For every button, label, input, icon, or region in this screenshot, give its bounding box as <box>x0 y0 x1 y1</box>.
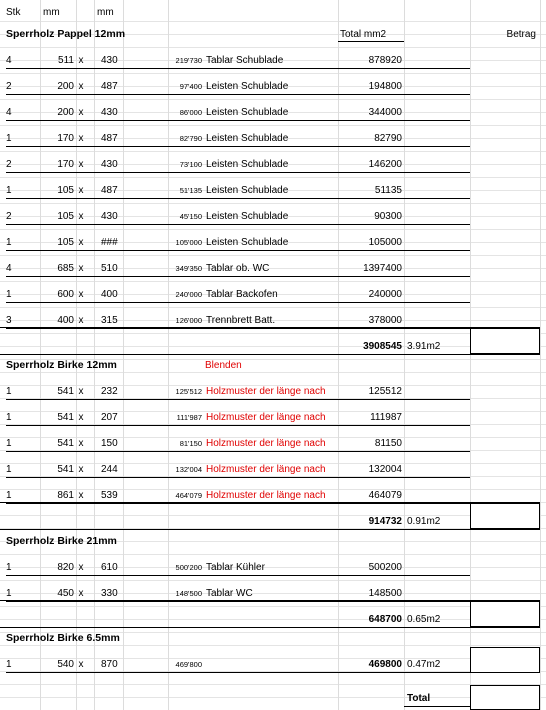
row-underline <box>6 276 470 277</box>
times-cell: x <box>78 107 84 118</box>
grand-total-underline <box>404 706 470 707</box>
qty-cell[interactable]: 2 <box>6 81 12 92</box>
qty-cell[interactable]: 1 <box>6 412 12 423</box>
area-m2-cell: 0.47m2 <box>407 659 441 670</box>
width-cell[interactable]: 105 <box>57 237 74 248</box>
grid-row-line <box>0 99 546 100</box>
area-calc-cell: 111'987 <box>176 413 202 422</box>
times-cell: x <box>78 237 84 248</box>
description-cell[interactable]: Tablar Kühler <box>206 562 265 573</box>
grid-row-line <box>0 21 546 22</box>
description-cell[interactable]: Leisten Schublade <box>206 185 289 196</box>
row-underline <box>6 399 470 400</box>
grid-column-line <box>94 0 95 710</box>
width-cell[interactable]: 200 <box>57 107 74 118</box>
section-area-m2: 3.91m2 <box>407 341 441 352</box>
qty-cell[interactable]: 1 <box>6 289 12 300</box>
qty-cell[interactable]: 1 <box>6 588 12 599</box>
grid-row-line <box>0 73 546 74</box>
length-cell[interactable]: 330 <box>101 588 118 599</box>
row-underline <box>6 224 470 225</box>
area-calc-cell: 126'000 <box>175 316 202 325</box>
length-cell[interactable]: 400 <box>101 289 118 300</box>
section-title: Sperrholz Birke 6.5mm <box>6 632 120 644</box>
row-underline <box>6 601 470 602</box>
area-calc-cell: 82'790 <box>179 134 202 143</box>
total-mm2-cell[interactable]: 132004 <box>368 464 402 475</box>
section-sum-bottomline <box>0 529 540 530</box>
betrag-box[interactable] <box>470 503 540 529</box>
width-cell[interactable]: 450 <box>57 588 74 599</box>
length-cell[interactable]: 487 <box>101 81 118 92</box>
description-cell[interactable]: Holzmuster der länge nach <box>206 386 326 397</box>
qty-cell[interactable]: 1 <box>6 659 12 670</box>
total-mm2-cell[interactable]: 90300 <box>374 211 402 222</box>
width-cell[interactable]: 541 <box>57 412 74 423</box>
qty-cell[interactable]: 1 <box>6 133 12 144</box>
row-underline <box>6 146 470 147</box>
qty-cell[interactable]: 1 <box>6 490 12 501</box>
times-cell: x <box>78 315 84 326</box>
description-cell[interactable]: Holzmuster der länge nach <box>206 438 326 449</box>
row-underline <box>6 68 470 69</box>
grid-row-line <box>0 281 546 282</box>
grand-total-box[interactable] <box>470 685 540 710</box>
header-stk: Stk <box>6 7 21 18</box>
section-sum-topline <box>0 502 540 503</box>
total-mm2-cell[interactable]: 469800 <box>368 659 402 670</box>
grid-row-line <box>0 697 546 698</box>
grid-row-line <box>0 307 546 308</box>
description-cell[interactable]: Leisten Schublade <box>206 211 289 222</box>
times-cell: x <box>78 185 84 196</box>
description-cell[interactable]: Holzmuster der länge nach <box>206 490 326 501</box>
grid-row-line <box>0 177 546 178</box>
area-calc-cell: 97'400 <box>179 82 202 91</box>
grid-row-line <box>0 645 546 646</box>
description-cell[interactable]: Leisten Schublade <box>206 133 289 144</box>
qty-cell[interactable]: 2 <box>6 159 12 170</box>
description-cell[interactable]: Leisten Schublade <box>206 107 289 118</box>
width-cell[interactable]: 170 <box>57 133 74 144</box>
width-cell[interactable]: 511 <box>58 55 74 66</box>
length-cell[interactable]: 430 <box>101 107 118 118</box>
section-sum-bottomline <box>0 354 540 355</box>
description-cell[interactable]: Tablar Schublade <box>206 55 284 66</box>
qty-cell[interactable]: 1 <box>6 185 12 196</box>
width-cell[interactable]: 600 <box>57 289 74 300</box>
grid-row-line <box>0 346 546 347</box>
length-cell[interactable]: 430 <box>101 211 118 222</box>
betrag-box[interactable] <box>470 328 540 354</box>
description-cell[interactable]: Holzmuster der länge nach <box>206 464 326 475</box>
area-calc-cell: 500'200 <box>175 563 202 572</box>
qty-cell[interactable]: 1 <box>6 386 12 397</box>
section-note: Blenden <box>205 360 242 371</box>
total-mm2-cell[interactable]: 81150 <box>374 438 402 449</box>
grid-column-line <box>404 0 405 710</box>
grid-column-line <box>540 0 541 710</box>
length-cell[interactable]: 207 <box>101 412 118 423</box>
description-cell[interactable]: Tablar ob. WC <box>206 263 270 274</box>
area-calc-cell: 132'004 <box>175 465 202 474</box>
description-cell[interactable]: Tablar Backofen <box>206 289 278 300</box>
width-cell[interactable]: 861 <box>57 490 74 501</box>
qty-cell[interactable]: 4 <box>6 55 12 66</box>
description-cell[interactable]: Leisten Schublade <box>206 159 289 170</box>
length-cell[interactable]: 232 <box>101 386 118 397</box>
area-calc-cell: 73'100 <box>179 160 202 169</box>
times-cell: x <box>78 289 84 300</box>
row-underline <box>6 503 470 504</box>
length-cell[interactable]: 150 <box>101 438 118 449</box>
width-cell[interactable]: 541 <box>57 438 74 449</box>
length-cell[interactable]: 315 <box>101 315 118 326</box>
grid-row-line <box>0 203 546 204</box>
qty-cell[interactable]: 1 <box>6 464 12 475</box>
qty-cell[interactable]: 1 <box>6 562 12 573</box>
row-underline <box>6 672 470 673</box>
grid-row-line <box>0 151 546 152</box>
total-mm2-cell[interactable]: 1397400 <box>363 263 402 274</box>
total-mm2-cell[interactable]: 82790 <box>374 133 402 144</box>
qty-cell[interactable]: 2 <box>6 211 12 222</box>
length-cell[interactable]: 870 <box>101 659 118 670</box>
width-cell[interactable]: 170 <box>57 159 74 170</box>
total-mm2-cell[interactable]: 111987 <box>370 412 402 423</box>
area-calc-cell: 51'135 <box>179 186 202 195</box>
width-cell[interactable]: 541 <box>57 386 74 397</box>
area-calc-cell: 240'000 <box>175 290 202 299</box>
area-calc-cell: 86'000 <box>179 108 202 117</box>
total-mm2-cell[interactable]: 464079 <box>368 490 402 501</box>
times-cell: x <box>78 588 84 599</box>
area-calc-cell: 105'000 <box>175 238 202 247</box>
grid-row-line <box>0 515 546 516</box>
width-cell[interactable]: 400 <box>57 315 74 326</box>
betrag-box[interactable] <box>470 601 540 627</box>
length-cell[interactable]: 539 <box>101 490 118 501</box>
header-underline <box>338 41 404 42</box>
row-underline <box>6 198 470 199</box>
area-calc-cell: 125'512 <box>175 387 202 396</box>
row-underline <box>6 575 470 576</box>
width-cell[interactable]: 541 <box>57 464 74 475</box>
description-cell[interactable]: Leisten Schublade <box>206 237 289 248</box>
betrag-box[interactable] <box>470 647 540 673</box>
length-cell[interactable]: 487 <box>101 133 118 144</box>
description-cell[interactable]: Leisten Schublade <box>206 81 289 92</box>
grid-row-line <box>0 229 546 230</box>
total-mm2-cell[interactable]: 878920 <box>368 55 402 66</box>
row-underline <box>6 477 470 478</box>
width-cell[interactable]: 685 <box>57 263 74 274</box>
times-cell: x <box>78 386 84 397</box>
section-title: Sperrholz Birke 21mm <box>6 535 117 547</box>
qty-cell[interactable]: 4 <box>6 263 12 274</box>
width-cell[interactable]: 200 <box>57 81 74 92</box>
description-cell[interactable]: Tablar WC <box>206 588 253 599</box>
qty-cell[interactable]: 4 <box>6 107 12 118</box>
area-calc-cell: 349'350 <box>175 264 202 273</box>
row-underline <box>6 120 470 121</box>
total-mm2-cell[interactable]: 194800 <box>368 81 402 92</box>
section-sum-topline <box>0 600 540 601</box>
length-cell[interactable]: 244 <box>101 464 118 475</box>
grid-row-line <box>0 372 546 373</box>
section-sum-bottomline <box>0 627 540 628</box>
area-calc-cell: 45'150 <box>179 212 202 221</box>
total-mm2-cell[interactable]: 148500 <box>368 588 402 599</box>
section-sum: 914732 <box>368 516 402 527</box>
header-mm-width: mm <box>43 7 60 18</box>
times-cell: x <box>78 659 84 670</box>
grid-row-line <box>0 684 546 685</box>
times-cell: x <box>78 562 84 573</box>
header-total: Total mm2 <box>340 29 387 40</box>
header-betrag: Betrag <box>506 29 536 40</box>
area-calc-cell: 219'730 <box>175 56 202 65</box>
grid-row-line <box>0 606 546 607</box>
times-cell: x <box>78 159 84 170</box>
qty-cell[interactable]: 1 <box>6 438 12 449</box>
row-underline <box>6 172 470 173</box>
total-mm2-cell[interactable]: 105000 <box>368 237 402 248</box>
section-area-m2: 0.91m2 <box>407 516 441 527</box>
area-calc-cell: 469'800 <box>175 660 202 669</box>
row-underline <box>6 328 470 329</box>
total-mm2-cell[interactable]: 51135 <box>374 185 402 196</box>
grid-row-line <box>0 125 546 126</box>
times-cell: x <box>78 438 84 449</box>
row-underline <box>6 451 470 452</box>
total-mm2-cell[interactable]: 344000 <box>368 107 402 118</box>
row-underline <box>6 250 470 251</box>
area-calc-cell: 464'079 <box>175 491 202 500</box>
row-underline <box>6 94 470 95</box>
qty-cell[interactable]: 1 <box>6 237 12 248</box>
description-cell[interactable]: Trennbrett Batt. <box>206 315 276 326</box>
length-cell[interactable]: 610 <box>101 562 118 573</box>
grid-row-line <box>0 580 546 581</box>
width-cell[interactable]: 820 <box>57 562 74 573</box>
width-cell[interactable]: 540 <box>57 659 74 670</box>
total-mm2-cell[interactable]: 500200 <box>368 562 402 573</box>
grid-row-line <box>0 47 546 48</box>
times-cell: x <box>78 81 84 92</box>
section-title: Sperrholz Pappel 12mm <box>6 28 126 40</box>
section-sum: 648700 <box>368 614 402 625</box>
area-calc-cell: 81'150 <box>179 439 202 448</box>
area-calc-cell: 148'500 <box>175 589 202 598</box>
length-cell[interactable]: 430 <box>101 55 118 66</box>
grid-row-line <box>0 619 546 620</box>
grid-row-line <box>0 333 546 334</box>
length-cell[interactable]: 510 <box>101 263 118 274</box>
times-cell: x <box>78 133 84 144</box>
total-mm2-cell[interactable]: 240000 <box>368 289 402 300</box>
grid-row-line <box>0 554 546 555</box>
row-underline <box>6 302 470 303</box>
length-cell[interactable]: ### <box>101 237 118 248</box>
times-cell: x <box>78 263 84 274</box>
qty-cell[interactable]: 3 <box>6 315 12 326</box>
times-cell: x <box>78 211 84 222</box>
section-title: Sperrholz Birke 12mm <box>6 359 117 371</box>
times-cell: x <box>78 55 84 66</box>
total-mm2-cell[interactable]: 125512 <box>368 386 402 397</box>
description-cell[interactable]: Holzmuster der länge nach <box>206 412 326 423</box>
width-cell[interactable]: 105 <box>57 211 74 222</box>
total-mm2-cell[interactable]: 146200 <box>368 159 402 170</box>
section-sum: 3908545 <box>363 341 402 352</box>
row-underline <box>6 425 470 426</box>
total-mm2-cell[interactable]: 378000 <box>368 315 402 326</box>
times-cell: x <box>78 464 84 475</box>
section-sum-topline <box>0 327 540 328</box>
times-cell: x <box>78 412 84 423</box>
header-mm-length: mm <box>97 7 114 18</box>
times-cell: x <box>78 490 84 501</box>
grid-row-line <box>0 255 546 256</box>
width-cell[interactable]: 105 <box>57 185 74 196</box>
grand-total-label: Total <box>407 693 431 704</box>
section-area-m2: 0.65m2 <box>407 614 441 625</box>
length-cell[interactable]: 487 <box>101 185 118 196</box>
length-cell[interactable]: 430 <box>101 159 118 170</box>
